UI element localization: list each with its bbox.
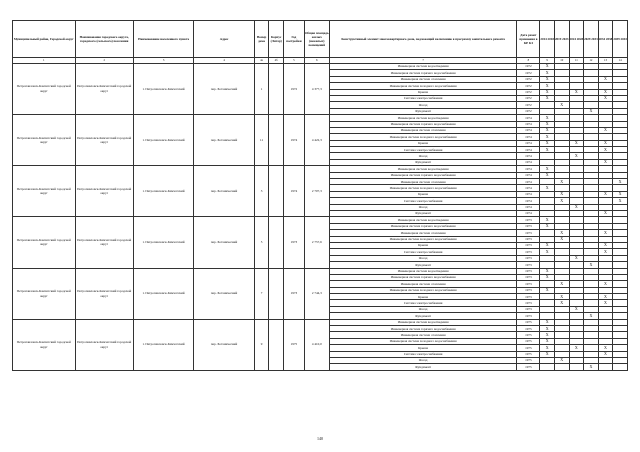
period-mark-cell: X	[554, 357, 569, 363]
period-mark-cell: X	[569, 255, 584, 261]
column-header: 2039 2043	[613, 21, 628, 58]
period-mark-cell: X	[554, 102, 569, 108]
element-cell: Фасад	[329, 153, 517, 159]
period-mark-cell: X	[584, 108, 599, 114]
element-cell: Инженерная система отопления	[329, 281, 517, 287]
date-cell: 1974	[517, 147, 540, 153]
area-cell: 4 410,0	[304, 319, 329, 370]
period-mark-cell: X	[540, 185, 555, 191]
locality-cell: г. Петропавловск-Камчатский	[133, 64, 193, 115]
date-cell: 1973	[517, 242, 540, 248]
document-page	[12, 20, 628, 371]
house-number-cell: 9	[254, 319, 269, 370]
element-cell: Инженерная система холодного водоснабжения	[329, 338, 517, 344]
date-cell: 1974	[517, 166, 540, 172]
district-cell: Петропавловск-Камчатский городской округ	[13, 319, 76, 370]
element-cell: Инженерная система холодного водоснабжения	[329, 287, 517, 293]
date-cell: 1973	[517, 236, 540, 242]
building-letter-cell	[269, 166, 284, 217]
settlement-cell: Петропавловск-Камчатский городской округ	[75, 217, 133, 268]
date-cell: 1974	[517, 134, 540, 140]
date-cell: 1972	[517, 95, 540, 101]
period-mark-cell: X	[598, 95, 613, 101]
element-cell: Фасад	[329, 204, 517, 210]
period-mark-cell: X	[598, 147, 613, 153]
date-cell: 1974	[517, 191, 540, 197]
period-mark-cell: X	[540, 223, 555, 229]
element-cell: Инженерная система холодного водоснабжения	[329, 134, 517, 140]
period-mark-cell: X	[554, 236, 569, 242]
period-mark-cell: X	[569, 306, 584, 312]
period-mark-cell: X	[569, 140, 584, 146]
repair-program-table	[12, 20, 628, 371]
date-cell: 1973	[517, 255, 540, 261]
date-cell: 1973	[517, 217, 540, 223]
column-header: Наименование городского округа, городского (сельского) поселения	[75, 21, 133, 58]
house-number-cell: 7	[254, 268, 269, 319]
element-cell: Крыша	[329, 345, 517, 351]
column-number: 1	[13, 58, 76, 64]
column-number: 14	[613, 58, 628, 64]
period-mark-cell: X	[540, 242, 555, 248]
element-cell: Инженерная система холодного водоснабжения	[329, 236, 517, 242]
date-cell: 1975	[517, 332, 540, 338]
area-cell: 4 377,3	[304, 64, 329, 115]
date-cell: 1974	[517, 185, 540, 191]
period-mark-cell: X	[540, 134, 555, 140]
settlement-cell: Петропавловск-Камчатский городской округ	[75, 319, 133, 370]
element-cell: Система электроснабжения	[329, 249, 517, 255]
building-letter-cell	[269, 268, 284, 319]
date-cell: 1974	[517, 159, 540, 165]
period-mark-cell: X	[598, 140, 613, 146]
element-cell: Система электроснабжения	[329, 351, 517, 357]
period-mark-cell: X	[613, 179, 628, 185]
date-cell: 1975	[517, 319, 540, 325]
locality-cell: г. Петропавловск-Камчатский	[133, 115, 193, 166]
element-cell: Крыша	[329, 140, 517, 146]
period-mark-cell: X	[554, 179, 569, 185]
period-mark-cell: X	[554, 300, 569, 306]
element-cell: Инженерная система горячего водоснабжения	[329, 70, 517, 76]
period-mark-cell: X	[598, 159, 613, 165]
element-cell: Крыша	[329, 89, 517, 95]
settlement-cell: Петропавловск-Камчатский городской округ	[75, 268, 133, 319]
date-cell: 1974	[517, 204, 540, 210]
column-number: 13	[598, 58, 613, 64]
date-cell: 1974	[517, 121, 540, 127]
building-letter-cell	[269, 115, 284, 166]
period-mark-cell: X	[598, 230, 613, 236]
date-cell: 1973	[517, 306, 540, 312]
date-cell: 1974	[517, 172, 540, 178]
column-number: 4б	[269, 58, 284, 64]
house-number-cell: 1	[254, 64, 269, 115]
locality-cell: г. Петропавловск-Камчатский	[133, 319, 193, 370]
element-cell: Фундамент	[329, 108, 517, 114]
period-mark-cell: X	[540, 172, 555, 178]
element-cell: Инженерная система отопления	[329, 127, 517, 133]
period-mark-cell	[554, 364, 569, 370]
period-mark-cell: X	[540, 345, 555, 351]
house-number-cell: 5	[254, 217, 269, 268]
column-number: 4а	[254, 58, 269, 64]
element-cell: Система электроснабжения	[329, 147, 517, 153]
column-header: Год постройки	[283, 21, 304, 58]
element-cell: Инженерная система горячего водоснабжения	[329, 326, 517, 332]
element-cell: Инженерная система горячего водоснабжения	[329, 223, 517, 229]
date-cell: 1973	[517, 300, 540, 306]
date-cell: 1974	[517, 153, 540, 159]
period-mark-cell: X	[598, 345, 613, 351]
element-cell: Система электроснабжения	[329, 198, 517, 204]
house-number-cell: 11	[254, 115, 269, 166]
date-cell: 1974	[517, 179, 540, 185]
build-year-cell: 1974	[283, 115, 304, 166]
build-year-cell: 1973	[283, 217, 304, 268]
date-cell: 1973	[517, 249, 540, 255]
element-cell: Инженерная система отопления	[329, 230, 517, 236]
column-number: 6	[304, 58, 329, 64]
date-cell: 1974	[517, 127, 540, 133]
date-cell: 1972	[517, 102, 540, 108]
element-cell: Крыша	[329, 191, 517, 197]
period-mark-cell: X	[540, 332, 555, 338]
date-cell: 1975	[517, 345, 540, 351]
date-cell: 1974	[517, 198, 540, 204]
element-cell: Фундамент	[329, 159, 517, 165]
period-mark-cell: X	[540, 127, 555, 133]
period-mark-cell: X	[613, 198, 628, 204]
address-cell: пер. Ботанический	[194, 166, 254, 217]
period-mark-cell: X	[554, 281, 569, 287]
period-mark-cell: X	[569, 153, 584, 159]
element-cell: Фасад	[329, 102, 517, 108]
area-cell: 2 757,6	[304, 217, 329, 268]
column-number: 9	[540, 58, 555, 64]
column-header: Адрес	[194, 21, 254, 58]
district-cell: Петропавловск-Камчатский городской округ	[13, 115, 76, 166]
element-cell: Инженерная система водоотведения	[329, 268, 517, 274]
column-number: 2	[75, 58, 133, 64]
date-cell: 1973	[517, 281, 540, 287]
date-cell: 1973	[517, 268, 540, 274]
element-cell: Инженерная система отопления	[329, 332, 517, 338]
building-letter-cell	[269, 217, 284, 268]
column-number: 7	[329, 58, 517, 64]
period-mark-cell: X	[540, 351, 555, 357]
element-cell: Инженерная система водоотведения	[329, 115, 517, 121]
period-mark-cell: X	[598, 89, 613, 95]
element-cell: Инженерная система водоотведения	[329, 64, 517, 70]
date-cell: 1975	[517, 351, 540, 357]
period-mark-cell: X	[598, 76, 613, 82]
address-cell: пер. Ботанический	[194, 319, 254, 370]
element-cell: Инженерная система отопления	[329, 76, 517, 82]
header-row	[13, 21, 628, 58]
house-number-cell: 3	[254, 166, 269, 217]
period-mark-cell: X	[540, 274, 555, 280]
column-header: Общая площадь жилых (нежилых) помещений	[304, 21, 329, 58]
element-cell: Фундамент	[329, 364, 517, 370]
date-cell: 1975	[517, 326, 540, 332]
element-cell: Фасад	[329, 306, 517, 312]
period-mark-cell: X	[598, 281, 613, 287]
period-mark-cell: X	[540, 76, 555, 82]
address-cell: пер. Ботанический	[194, 217, 254, 268]
period-mark-cell: X	[554, 294, 569, 300]
element-cell: Инженерная система холодного водоснабжения	[329, 83, 517, 89]
period-mark-cell: X	[569, 204, 584, 210]
date-cell: 1973	[517, 262, 540, 268]
date-cell: 1974	[517, 140, 540, 146]
settlement-cell: Петропавловск-Камчатский городской округ	[75, 64, 133, 115]
period-mark-cell: X	[569, 89, 584, 95]
address-cell: пер. Ботанический	[194, 115, 254, 166]
period-mark-cell: X	[598, 191, 613, 197]
build-year-cell: 1974	[283, 166, 304, 217]
date-cell: 1972	[517, 70, 540, 76]
period-mark-cell: X	[540, 166, 555, 172]
period-mark-cell: X	[598, 351, 613, 357]
period-mark-cell: X	[540, 95, 555, 101]
period-mark-cell: X	[540, 287, 555, 293]
period-mark-cell: X	[540, 268, 555, 274]
column-header: Дата рамет признания в КР КЗ	[517, 21, 540, 58]
area-cell: 2 744,3	[304, 268, 329, 319]
element-cell: Инженерная система горячего водоснабжения	[329, 172, 517, 178]
column-header: 2014 2018	[540, 21, 555, 58]
date-cell: 1973	[517, 230, 540, 236]
element-cell: Система электроснабжения	[329, 300, 517, 306]
locality-cell: г. Петропавловск-Камчатский	[133, 268, 193, 319]
date-cell: 1973	[517, 294, 540, 300]
date-cell: 1972	[517, 89, 540, 95]
district-cell: Петропавловск-Камчатский городской округ	[13, 217, 76, 268]
date-cell: 1972	[517, 64, 540, 70]
date-cell: 1972	[517, 108, 540, 114]
locality-cell: г. Петропавловск-Камчатский	[133, 166, 193, 217]
address-cell: пер. Ботанический	[194, 268, 254, 319]
column-number: 11	[569, 58, 584, 64]
date-cell: 1975	[517, 338, 540, 344]
area-cell: 2 707,3	[304, 166, 329, 217]
build-year-cell: 1972	[283, 64, 304, 115]
element-cell: Инженерная система холодного водоснабжения	[329, 185, 517, 191]
date-cell: 1974	[517, 210, 540, 216]
column-number: 10	[554, 58, 569, 64]
period-mark-cell: X	[540, 115, 555, 121]
column-header: Номер дома	[254, 21, 269, 58]
period-mark-cell: X	[540, 217, 555, 223]
table-body	[13, 64, 628, 371]
element-cell: Фундамент	[329, 210, 517, 216]
date-cell: 1973	[517, 313, 540, 319]
period-mark-cell	[540, 364, 555, 370]
column-header: Муниципальный район, Городской округ	[13, 21, 76, 58]
building-letter-cell	[269, 64, 284, 115]
period-mark-cell: X	[540, 319, 555, 325]
column-number: 3	[133, 58, 193, 64]
element-cell: Крыша	[329, 242, 517, 248]
period-mark-cell	[613, 364, 628, 370]
date-cell: 1972	[517, 76, 540, 82]
page-number: 140	[317, 436, 323, 441]
element-cell: Инженерная система отопления	[329, 179, 517, 185]
period-mark-cell: X	[540, 83, 555, 89]
address-cell: пер. Ботанический	[194, 64, 254, 115]
area-cell: 4 422,3	[304, 115, 329, 166]
build-year-cell: 1973	[283, 268, 304, 319]
element-cell: Фундамент	[329, 262, 517, 268]
period-mark-cell: X	[598, 242, 613, 248]
period-mark-cell: X	[598, 249, 613, 255]
period-mark-cell: X	[598, 210, 613, 216]
period-mark-cell: X	[540, 70, 555, 76]
locality-cell: г. Петропавловск-Камчатский	[133, 217, 193, 268]
element-cell: Инженерная система водоотведения	[329, 319, 517, 325]
date-cell: 1972	[517, 83, 540, 89]
period-mark-cell: X	[540, 249, 555, 255]
element-cell: Фасад	[329, 255, 517, 261]
period-mark-cell: X	[540, 89, 555, 95]
column-header: 2019 2023	[554, 21, 569, 58]
period-mark-cell: X	[540, 64, 555, 70]
element-cell: Инженерная система горячего водоснабжения	[329, 121, 517, 127]
period-mark-cell: X	[598, 127, 613, 133]
column-number: 12	[584, 58, 599, 64]
column-number: 5	[283, 58, 304, 64]
element-cell: Инженерная система горячего водоснабжения	[329, 274, 517, 280]
element-cell: Система электроснабжения	[329, 95, 517, 101]
district-cell: Петропавловск-Камчатский городской округ	[13, 64, 76, 115]
element-cell: Фасад	[329, 357, 517, 363]
column-header: Наименование населенного пункта	[133, 21, 193, 58]
column-number: 4	[194, 58, 254, 64]
column-header: 2029 2033	[584, 21, 599, 58]
settlement-cell: Петропавловск-Камчатский городской округ	[75, 115, 133, 166]
column-header: Корпус (Литер)	[269, 21, 284, 58]
period-mark-cell: X	[554, 230, 569, 236]
date-cell: 1975	[517, 357, 540, 363]
date-cell: 1973	[517, 287, 540, 293]
date-cell: 1975	[517, 364, 540, 370]
element-cell: Инженерная система водоотведения	[329, 166, 517, 172]
period-mark-cell: X	[540, 140, 555, 146]
date-cell: 1973	[517, 223, 540, 229]
column-number: 8	[517, 58, 540, 64]
column-header: 2034 2038	[598, 21, 613, 58]
period-mark-cell: X	[613, 191, 628, 197]
period-mark-cell: X	[584, 364, 599, 370]
period-mark-cell	[598, 364, 613, 370]
column-header: 2024 2028	[569, 21, 584, 58]
period-mark-cell: X	[554, 191, 569, 197]
date-cell: 1974	[517, 115, 540, 121]
period-mark-cell: X	[540, 147, 555, 153]
period-mark-cell: X	[569, 345, 584, 351]
period-mark-cell: X	[584, 262, 599, 268]
column-header: Конструктивный элемент многоквартирного дома, подлежащий включению в программу капитального ремонта	[329, 21, 517, 58]
district-cell: Петропавловск-Камчатский городской округ	[13, 166, 76, 217]
date-cell: 1973	[517, 274, 540, 280]
period-mark-cell: X	[598, 300, 613, 306]
period-mark-cell: X	[554, 198, 569, 204]
building-letter-cell	[269, 319, 284, 370]
period-mark-cell: X	[540, 338, 555, 344]
period-mark-cell: X	[540, 326, 555, 332]
settlement-cell: Петропавловск-Камчатский городской округ	[75, 166, 133, 217]
period-mark-cell	[569, 364, 584, 370]
element-cell: Фундамент	[329, 313, 517, 319]
element-cell: Крыша	[329, 294, 517, 300]
period-mark-cell: X	[540, 121, 555, 127]
district-cell: Петропавловск-Камчатский городской округ	[13, 268, 76, 319]
build-year-cell: 1975	[283, 319, 304, 370]
element-cell: Инженерная система водоотведения	[329, 217, 517, 223]
period-mark-cell: X	[598, 294, 613, 300]
period-mark-cell: X	[584, 313, 599, 319]
